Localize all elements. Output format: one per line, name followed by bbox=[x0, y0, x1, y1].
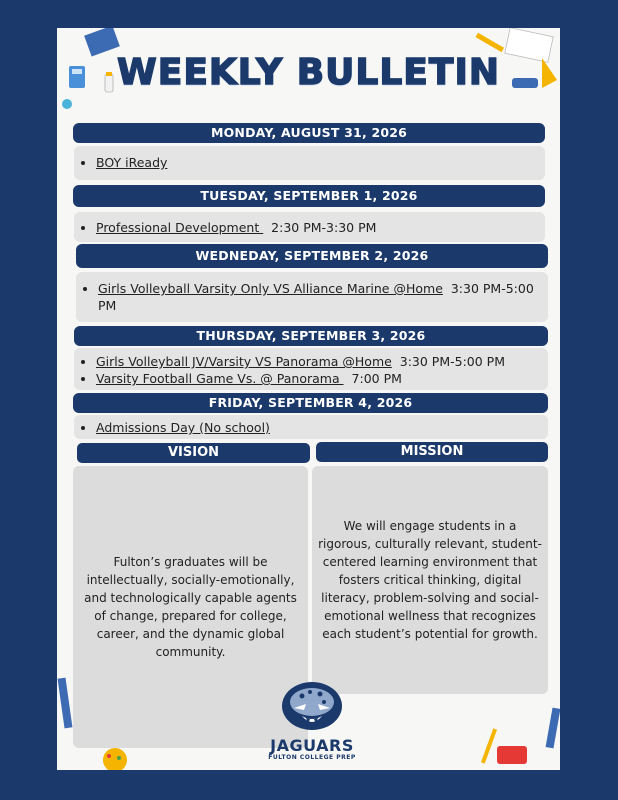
logo-name: JAGUARS bbox=[270, 736, 354, 755]
day-events-tuesday bbox=[74, 212, 545, 242]
day-header-tuesday: TUESDAY, SEPTEMBER 1, 2026 bbox=[73, 185, 545, 207]
event-link[interactable]: Girls Volleyball JV/Varsity VS Panorama @Home bbox=[96, 354, 392, 369]
event-item bbox=[96, 353, 548, 370]
mission-box bbox=[312, 466, 548, 694]
day-events-wednesday bbox=[76, 272, 548, 322]
event-time: 7:00 PM bbox=[351, 371, 402, 386]
event-item bbox=[96, 419, 548, 436]
logo-subtitle: FULTON COLLEGE PREP bbox=[268, 754, 356, 761]
day-events-friday bbox=[74, 415, 548, 439]
event-time: 3:30 PM-5:00 PM bbox=[98, 281, 534, 313]
day-events-thursday bbox=[74, 348, 548, 390]
event-link[interactable]: Admissions Day (No school) bbox=[96, 420, 270, 435]
day-header-wednesday: WEDNEDAY, SEPTEMBER 2, 2026 bbox=[76, 244, 548, 268]
event-item bbox=[96, 370, 548, 387]
event-link[interactable]: BOY iReady bbox=[96, 155, 168, 170]
event-link[interactable]: Girls Volleyball Varsity Only VS Alliance Marine @Home bbox=[98, 281, 443, 296]
mission-text: We will engage students in a rigorous, culturally relevant, student-centered learning environment that fosters critical thinking, digital literacy, problem-solving and social-emotional wellness that recognizes each student’s potential for growth. bbox=[318, 519, 542, 641]
jaguar-mascot-icon bbox=[276, 678, 348, 734]
bulletin-title: WEEKLY BULLETIN bbox=[117, 52, 500, 93]
event-time: 2:30 PM-3:30 PM bbox=[271, 220, 377, 235]
event-item bbox=[96, 154, 545, 171]
school-logo bbox=[262, 678, 362, 761]
vision-header: VISION bbox=[77, 443, 310, 463]
event-item bbox=[98, 280, 534, 314]
event-item bbox=[96, 219, 545, 236]
day-events-monday bbox=[74, 146, 545, 180]
day-header-friday: FRIDAY, SEPTEMBER 4, 2026 bbox=[73, 393, 548, 413]
vision-text: Fulton’s graduates will be intellectually, socially-emotionally, and technologically capable agents of change, prepared for college, career, and the dynamic global community. bbox=[84, 555, 297, 659]
day-header-monday: MONDAY, AUGUST 31, 2026 bbox=[73, 123, 545, 143]
event-link[interactable]: Varsity Football Game Vs. @ Panorama bbox=[96, 371, 344, 386]
event-time: 3:30 PM-5:00 PM bbox=[399, 354, 506, 369]
event-link[interactable]: Professional Development bbox=[96, 220, 264, 235]
mission-header: MISSION bbox=[316, 442, 548, 462]
day-header-thursday: THURSDAY, SEPTEMBER 3, 2026 bbox=[74, 326, 548, 346]
